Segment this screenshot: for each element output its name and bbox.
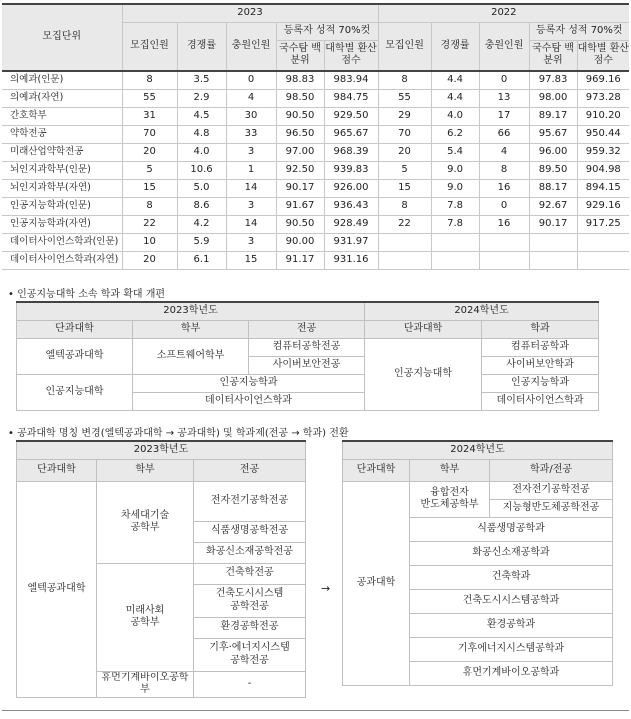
value-cell: 8 [122, 197, 177, 215]
unit-cell: 미래산업약학전공 [2, 143, 122, 161]
value-cell: 91.67 [276, 197, 324, 215]
quota-header: 모집인원 [378, 23, 431, 71]
table-row [2, 233, 629, 251]
value-cell: 16 [479, 215, 529, 233]
value-cell: 8 [479, 161, 529, 179]
value-cell [378, 233, 431, 251]
value-cell: 894.15 [577, 179, 629, 197]
value-cell: 6.2 [431, 125, 479, 143]
value-cell: 89.50 [529, 161, 577, 179]
major-cell: 기후·에너지시스템 공학전공 [194, 638, 306, 671]
value-cell: 931.16 [324, 251, 378, 269]
value-cell: 931.97 [324, 233, 378, 251]
dept-header: 학과 [482, 321, 599, 339]
value-cell: 5 [122, 161, 177, 179]
college-cell: 인공지능대학 [17, 375, 133, 411]
value-cell: 10 [122, 233, 177, 251]
value-cell: 917.25 [577, 215, 629, 233]
major-cell: 건축학전공 [194, 563, 306, 584]
college-cell: 인공지능대학 [365, 339, 482, 411]
value-cell: 929.50 [324, 107, 378, 125]
major-cell: 건축도시시스템 공학전공 [194, 584, 306, 617]
year-2023-header: 2023 [122, 4, 378, 23]
year-header: 2024학년도 [343, 441, 613, 459]
value-cell: 98.50 [276, 89, 324, 107]
value-cell: 3 [226, 143, 276, 161]
table-row [2, 179, 629, 197]
value-cell: 4.8 [177, 125, 226, 143]
value-cell: 968.39 [324, 143, 378, 161]
value-cell: 22 [378, 215, 431, 233]
major-cell: 환경공학전공 [194, 617, 306, 638]
value-cell: 0 [479, 197, 529, 215]
value-cell: 9.0 [431, 179, 479, 197]
table-row [2, 107, 629, 125]
year-2022-header: 2022 [378, 4, 629, 23]
value-cell: 55 [122, 89, 177, 107]
table-row [2, 215, 629, 233]
unit-cell: 인공지능학과(인문) [2, 197, 122, 215]
value-cell: 1 [226, 161, 276, 179]
value-cell: 97.83 [529, 71, 577, 90]
value-cell: 14 [226, 215, 276, 233]
dept-cell: 화공신소재공학과 [410, 541, 613, 565]
value-cell: 8 [122, 71, 177, 90]
value-cell: 13 [479, 89, 529, 107]
value-cell: 936.43 [324, 197, 378, 215]
unit-cell: 뇌인지과학부(인문) [2, 161, 122, 179]
dept-cell: 데이터사이언스학과 [482, 393, 599, 411]
value-cell: 5.9 [177, 233, 226, 251]
value-cell: 965.67 [324, 125, 378, 143]
arrow-icon: → [321, 582, 331, 595]
value-cell: 98.83 [276, 71, 324, 90]
ratio-header: 경쟁률 [431, 23, 479, 71]
value-cell: 3 [226, 233, 276, 251]
value-cell: 8 [378, 71, 431, 90]
value-cell: 4.0 [177, 143, 226, 161]
college-header: 단과대학 [17, 321, 133, 339]
value-cell: 939.83 [324, 161, 378, 179]
school-cell: 융합전자 반도체공학부 [410, 481, 490, 517]
value-cell: 22 [122, 215, 177, 233]
value-cell: 95.67 [529, 125, 577, 143]
value-cell: 30 [226, 107, 276, 125]
table-row [2, 71, 629, 90]
dept-cell: 건축학과 [410, 565, 613, 589]
value-cell [431, 233, 479, 251]
major-header: 전공 [194, 459, 306, 481]
pct-header: 국수탐 백분위 [529, 41, 577, 71]
value-cell: 31 [122, 107, 177, 125]
value-cell: 984.75 [324, 89, 378, 107]
value-cell: 70 [122, 125, 177, 143]
value-cell: 4.4 [431, 89, 479, 107]
ratio-header: 경쟁률 [177, 23, 226, 71]
table-row [2, 197, 629, 215]
school-header: 학부 [133, 321, 249, 339]
value-cell: 5.0 [177, 179, 226, 197]
value-cell [529, 233, 577, 251]
school-header: 학부 [410, 459, 490, 481]
value-cell: 2.9 [177, 89, 226, 107]
major-cell: 식품생명공학전공 [194, 521, 306, 542]
value-cell [479, 233, 529, 251]
unit-header: 모집단위 [2, 4, 122, 71]
value-cell: 98.00 [529, 89, 577, 107]
dept-cell: 인공지능학과 [482, 375, 599, 393]
major-cell: 전자전기공학전공 [490, 481, 613, 499]
value-cell: 89.17 [529, 107, 577, 125]
value-cell: 959.32 [577, 143, 629, 161]
value-cell: 90.50 [276, 107, 324, 125]
dept-cell: 환경공학과 [410, 613, 613, 637]
major-cell: 사이버보안전공 [249, 357, 365, 375]
conv-header: 대학별 환산점수 [324, 41, 378, 71]
bottom-rule [2, 710, 629, 711]
value-cell: 904.98 [577, 161, 629, 179]
value-cell: 0 [479, 71, 529, 90]
unit-cell: 인공지능학과(자연) [2, 215, 122, 233]
quota-header: 모집인원 [122, 23, 177, 71]
unit-cell: 약학전공 [2, 125, 122, 143]
major-header: 전공 [249, 321, 365, 339]
value-cell: 4.4 [431, 71, 479, 90]
value-cell: 55 [378, 89, 431, 107]
dept-cell: 컴퓨터공학과 [482, 339, 599, 357]
unit-cell: 의예과(자연) [2, 89, 122, 107]
value-cell: 929.16 [577, 197, 629, 215]
value-cell: 33 [226, 125, 276, 143]
section-note: • 인공지능대학 소속 학과 확대 개편 [8, 289, 166, 300]
value-cell: 90.50 [276, 215, 324, 233]
value-cell: 20 [122, 251, 177, 269]
value-cell: 9.0 [431, 161, 479, 179]
major-cell: 지능형반도체공학전공 [490, 499, 613, 517]
value-cell: 92.50 [276, 161, 324, 179]
value-cell: 20 [122, 143, 177, 161]
college-header: 단과대학 [365, 321, 482, 339]
college-cell: 엘텍공과대학 [17, 481, 97, 697]
value-cell: 88.17 [529, 179, 577, 197]
school-cell: 차세대기술 공학부 [97, 481, 194, 563]
major-cell: 전자전기공학전공 [194, 481, 306, 521]
value-cell: 969.16 [577, 71, 629, 90]
dept-cell: 인공지능학과 [133, 375, 365, 393]
value-cell: 7.8 [431, 215, 479, 233]
engineering-2023-table [16, 440, 306, 698]
section-note: • 공과대학 명칭 변경(엘텍공과대학 → 공과대학) 및 학과제(전공 → 학과) 전환 [8, 428, 349, 439]
value-cell: 8 [378, 197, 431, 215]
value-cell [479, 251, 529, 269]
value-cell: 910.20 [577, 107, 629, 125]
value-cell: 16 [479, 179, 529, 197]
value-cell: 928.49 [324, 215, 378, 233]
value-cell: 6.1 [177, 251, 226, 269]
value-cell: 7.8 [431, 197, 479, 215]
year-header: 2023학년도 [17, 302, 365, 321]
dept-header: 학과/전공 [490, 459, 613, 481]
college-cell: 엘텍공과대학 [17, 339, 133, 375]
college-cell: 공과대학 [343, 481, 410, 685]
major-cell: 화공신소재공학전공 [194, 542, 306, 563]
value-cell: 15 [226, 251, 276, 269]
value-cell [529, 251, 577, 269]
value-cell: 91.17 [276, 251, 324, 269]
value-cell: 15 [122, 179, 177, 197]
value-cell: 90.17 [276, 179, 324, 197]
ai-college-table [16, 301, 599, 411]
dept-cell: 데이터사이언스학과 [133, 393, 365, 411]
college-header: 단과대학 [343, 459, 410, 481]
value-cell: 926.00 [324, 179, 378, 197]
value-cell: 0 [226, 71, 276, 90]
dept-cell: 식품생명공학과 [410, 517, 613, 541]
value-cell: 70 [378, 125, 431, 143]
value-cell: 973.28 [577, 89, 629, 107]
unit-cell: 뇌인지과학부(자연) [2, 179, 122, 197]
value-cell: 10.6 [177, 161, 226, 179]
value-cell: 4.5 [177, 107, 226, 125]
value-cell: 4 [226, 89, 276, 107]
major-cell: 컴퓨터공학전공 [249, 339, 365, 357]
conv-header: 대학별 환산점수 [577, 41, 629, 71]
dept-cell: 건축도시시스템공학과 [410, 589, 613, 613]
dept-cell: 사이버보안학과 [482, 357, 599, 375]
extra-header: 충원인원 [226, 23, 276, 71]
pct-header: 국수탐 백분위 [276, 41, 324, 71]
value-cell: 97.00 [276, 143, 324, 161]
value-cell: 983.94 [324, 71, 378, 90]
value-cell: 4.0 [431, 107, 479, 125]
value-cell: 96.00 [529, 143, 577, 161]
value-cell: 90.00 [276, 233, 324, 251]
unit-cell: 데이터사이언스학과(자연) [2, 251, 122, 269]
value-cell: 14 [226, 179, 276, 197]
school-cell: 휴먼기계바이오공학부 [97, 671, 194, 697]
value-cell: 96.50 [276, 125, 324, 143]
value-cell: 66 [479, 125, 529, 143]
value-cell: 3 [226, 197, 276, 215]
table-row [2, 125, 629, 143]
value-cell: 29 [378, 107, 431, 125]
value-cell [431, 251, 479, 269]
value-cell: 15 [378, 179, 431, 197]
value-cell: 5 [378, 161, 431, 179]
admissions-table [2, 3, 629, 270]
unit-cell: 간호학부 [2, 107, 122, 125]
extra-header: 충원인원 [479, 23, 529, 71]
value-cell: 92.67 [529, 197, 577, 215]
major-cell: - [194, 671, 306, 697]
value-cell [378, 251, 431, 269]
table-row [2, 89, 629, 107]
value-cell: 20 [378, 143, 431, 161]
college-header: 단과대학 [17, 459, 97, 481]
value-cell: 3.5 [177, 71, 226, 90]
value-cell: 90.17 [529, 215, 577, 233]
table-row [2, 251, 629, 269]
engineering-2024-table [342, 440, 613, 686]
value-cell: 4.2 [177, 215, 226, 233]
value-cell: 4 [479, 143, 529, 161]
table-row [2, 161, 629, 179]
school-header: 학부 [97, 459, 194, 481]
value-cell [577, 233, 629, 251]
dept-cell: 휴먼기계바이오공학과 [410, 661, 613, 685]
value-cell: 950.44 [577, 125, 629, 143]
value-cell [577, 251, 629, 269]
unit-cell: 의예과(인문) [2, 71, 122, 90]
year-header: 2024학년도 [365, 302, 599, 321]
value-cell: 8.6 [177, 197, 226, 215]
table-row [2, 143, 629, 161]
year-header: 2023학년도 [17, 441, 306, 459]
score-group-header: 등록자 성적 70%컷 [276, 23, 378, 41]
unit-cell: 데이터사이언스학과(인문) [2, 233, 122, 251]
score-group-header: 등록자 성적 70%컷 [529, 23, 629, 41]
school-cell: 소프트웨어학부 [133, 339, 249, 375]
school-cell: 미래사회 공학부 [97, 563, 194, 671]
value-cell: 5.4 [431, 143, 479, 161]
dept-cell: 기후에너지시스템공학과 [410, 637, 613, 661]
value-cell: 17 [479, 107, 529, 125]
